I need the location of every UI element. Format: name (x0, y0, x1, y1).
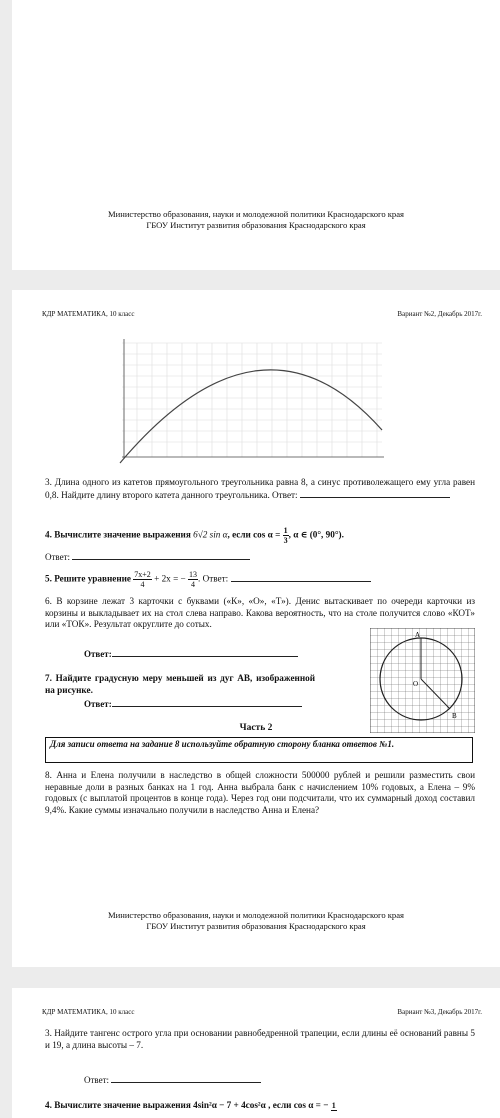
question-3 (45, 477, 475, 501)
parabola-curve (120, 370, 382, 463)
answer-label: Ответ: (84, 699, 112, 709)
question-4 (45, 526, 475, 545)
answer-line[interactable] (112, 698, 302, 707)
frac-denominator: 3 (283, 536, 288, 545)
circle-grid-figure (370, 628, 475, 733)
answer-line[interactable] (111, 1074, 261, 1083)
answer-line[interactable] (72, 551, 250, 560)
header-variant: Вариант №2, Декабрь 2017г. (397, 310, 482, 318)
part-2-instruction-box: Для записи ответа на задание 8 используйте обратную сторону бланка ответов №1. (45, 737, 473, 763)
question-8-text: 8. Анна и Елена получили в наследство в общей сложности 500000 рублей и решили разместить свои неравные доли в разных банках на 1 год. Анна выбрала банк с начислением 10% годовых, а Елена – 9% годовых (с выплатой процентов в конце года). Через год они подсчитали, что их суммарный доход составил 9,4%. Какие суммы изначально получили в наследство Анна и Елена? (45, 770, 475, 815)
page-2 (12, 290, 500, 967)
answer-line[interactable] (300, 489, 450, 498)
frac-numerator: 1 (283, 526, 288, 535)
answer-label: Ответ: (45, 552, 71, 562)
question-8 (45, 770, 475, 816)
question-6-text: 6. В корзине лежат 3 карточки с буквами («К», «О», «Т»). Денис вытаскивает по очереди карточки из корзины и выкладывает их на стол слева направо. Какова вероятность, что на столе получится слово «КОТ» или «ТОК». Результат округлите до сотых. (45, 596, 475, 629)
fraction-13-4 (188, 570, 198, 589)
question-3-text: 3. Длина одного из катетов прямоугольного треугольника равна 8, а синус противолежащего ему угла равен 0,8. Найдите длину второго катета данного треугольника. Ответ: (45, 477, 475, 500)
question-6 (45, 596, 475, 631)
page1-footer (12, 209, 500, 231)
question-7-answer (84, 698, 302, 709)
point-b-label: B (452, 712, 457, 720)
frac-numerator: 13 (189, 570, 198, 579)
answer-line[interactable] (231, 573, 371, 582)
question-5 (45, 570, 475, 589)
page-1 (12, 0, 500, 270)
question-7-text: 7. Найдите градусную меру меньшей из дуг AB, изображенной на рисунке. (45, 673, 315, 695)
question-3-answer (84, 1074, 261, 1085)
question-7 (45, 673, 315, 696)
page2-header (42, 310, 482, 318)
question-3 (45, 1028, 475, 1051)
question-4-text: 4. Вычислите значение выражения (45, 529, 191, 540)
question-4-expression: 6√2 sin α (193, 529, 228, 540)
fraction-7x-plus-2 (133, 570, 152, 589)
ministry-line: Министерство образования, науки и молодежной политики Краснодарского края (107, 209, 404, 219)
institute-line: ГБОУ Институт развития образования Краснодарского края (146, 921, 366, 931)
question-3-text: 3. Найдите тангенс острого угла при основании равнобедренной трапеции, если длины её оснований равны 5 и 19, а длина высоты – 7. (45, 1028, 475, 1050)
function-graph (112, 335, 392, 470)
answer-label: . Ответ: (198, 573, 229, 584)
answer-label: Ответ: (84, 1075, 110, 1085)
ministry-line: Министерство образования, науки и молодежной политики Краснодарского края (107, 910, 404, 920)
graph-grid (122, 343, 382, 457)
question-4-answer (45, 551, 250, 562)
institute-line: ГБОУ Институт развития образования Краснодарского края (146, 220, 366, 230)
header-subject: КДР МАТЕМАТИКА, 10 класс (42, 310, 135, 318)
header-variant: Вариант №3, Декабрь 2017г. (397, 1008, 482, 1016)
point-o-label: O (413, 680, 419, 688)
question-5-equation: + 2x = − (154, 573, 186, 584)
fraction-partial (331, 1101, 337, 1111)
question-4-text: 4. Вычислите значение выражения 4sin²α − 7 + 4cos²α , если cos α = − (45, 1100, 329, 1110)
page3-header (42, 1008, 482, 1016)
part-2-title: Часть 2 (239, 723, 273, 733)
answer-label: Ответ: (84, 649, 112, 659)
point-a-label: A (415, 631, 421, 639)
header-subject: КДР МАТЕМАТИКА, 10 класс (42, 1008, 135, 1016)
frac-numerator: 1 (331, 1100, 336, 1110)
question-6-answer (84, 648, 298, 659)
question-5-text: 5. Решите уравнение (45, 573, 131, 584)
question-4 (45, 1100, 475, 1112)
frac-numerator: 7x+2 (134, 570, 151, 579)
page2-footer (12, 910, 500, 932)
frac-denominator: 4 (191, 580, 196, 589)
question-4-condition: , если cos α = (227, 529, 281, 540)
page-3 (12, 988, 500, 1118)
frac-denominator: 4 (140, 580, 145, 589)
question-4-range: , α ∈ (0°, 90°). (288, 529, 344, 540)
answer-line[interactable] (112, 648, 298, 657)
